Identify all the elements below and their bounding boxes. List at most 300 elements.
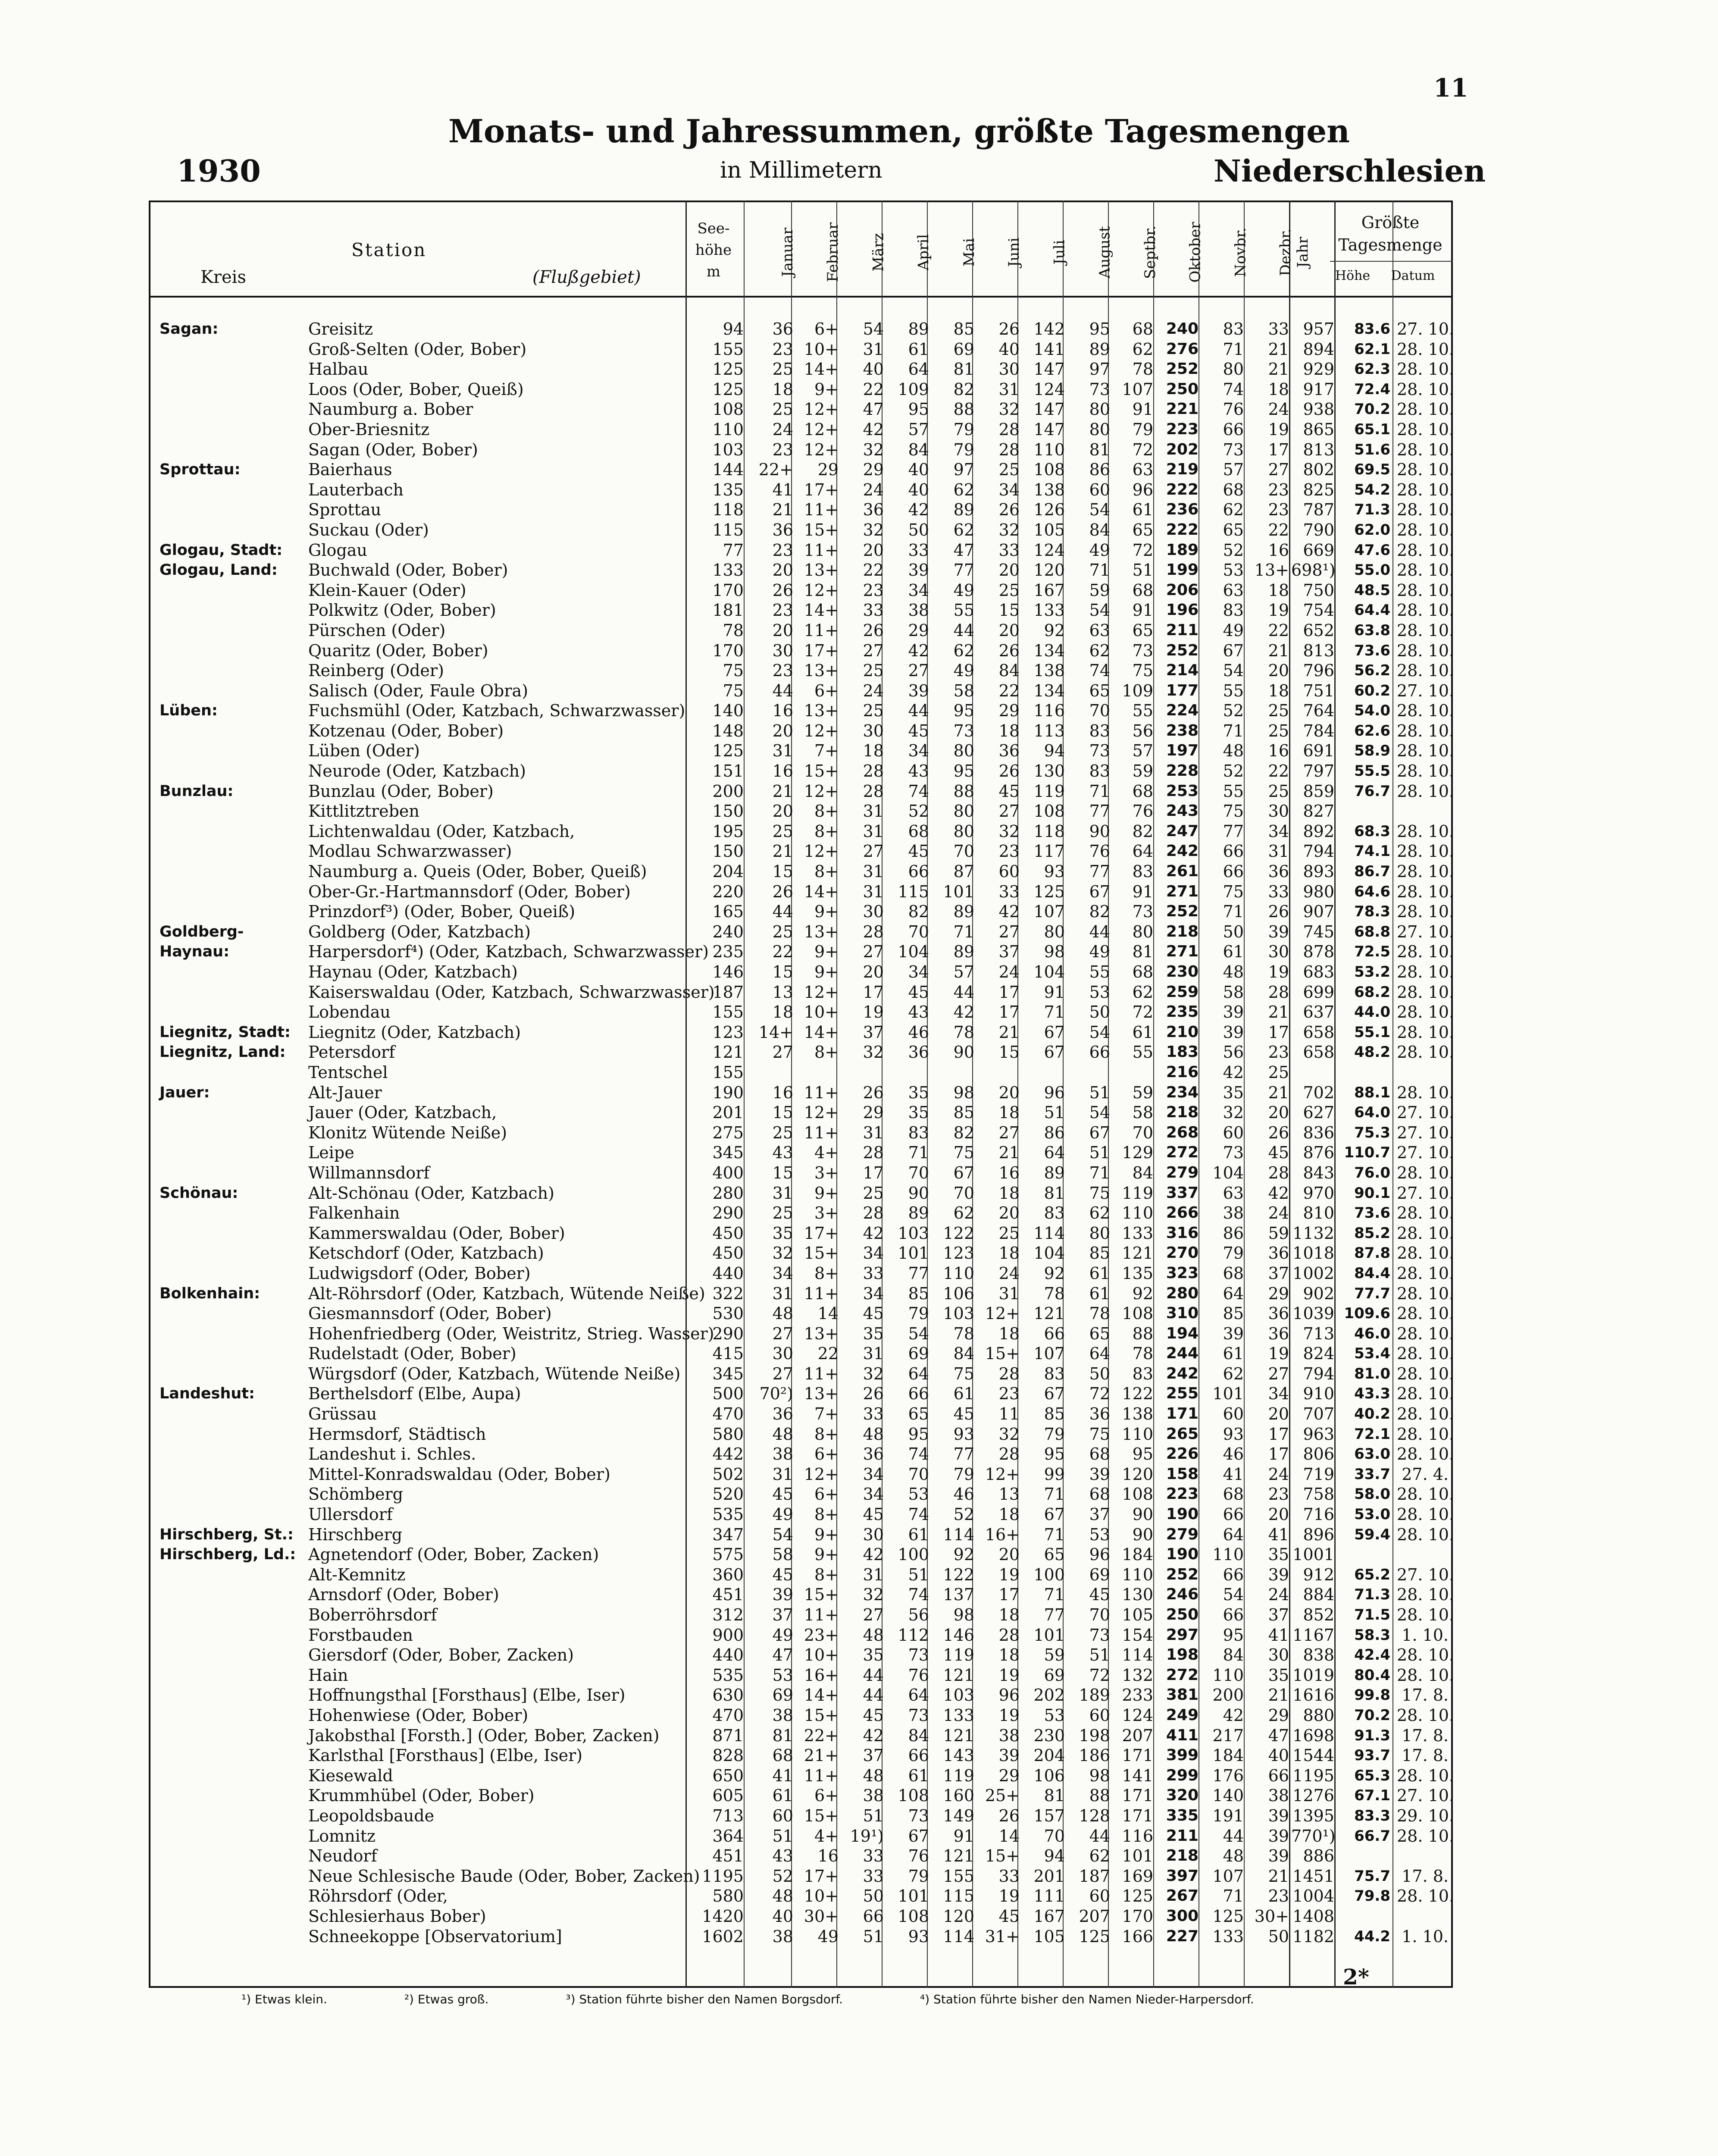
month-cell: 9+ (814, 379, 839, 399)
month-cell: 242 (1166, 1364, 1199, 1382)
month-cell: 34 (863, 1464, 884, 1484)
month-cell: 73 (1089, 379, 1110, 399)
month-cell: 85 (1044, 1404, 1065, 1424)
month-cell: 158 (1166, 1465, 1199, 1483)
month-cell: 39 (1268, 1826, 1289, 1846)
max-datum-cell: 17. 8. (1402, 1866, 1449, 1886)
month-cell: 59 (1132, 761, 1153, 781)
jahr-cell: 1544 (1292, 1746, 1334, 1765)
month-cell: 53 (1089, 982, 1110, 1002)
month-cell: 246 (1166, 1586, 1199, 1604)
max-datum-cell: 1. 10. (1402, 1625, 1449, 1645)
month-cell: 74 (908, 1505, 929, 1524)
month-cell: 54 (772, 1525, 793, 1544)
month-cell: 259 (1166, 983, 1199, 1001)
month-cell: 45 (863, 1304, 884, 1323)
month-cell: 68 (1132, 320, 1153, 338)
month-cell: 101 (1122, 1846, 1153, 1866)
max-datum-cell: 27. 10. (1397, 1143, 1454, 1163)
month-cell: 29 (817, 460, 839, 479)
month-cell: 51 (1089, 1083, 1110, 1102)
station-cell: Neurode (Oder, Katzbach) (308, 761, 526, 781)
table-row (149, 1786, 1453, 1806)
month-cell: 11+ (804, 1123, 839, 1142)
max-datum-cell: 28. 10. (1397, 842, 1454, 861)
month-cell: 73 (1089, 1625, 1110, 1645)
month-cell: 84 (908, 1726, 929, 1745)
month-cell: 61 (908, 339, 929, 359)
kreis-cell: Hirschberg, Ld.: (160, 1546, 296, 1564)
month-cell: 121 (943, 1726, 974, 1745)
month-cell: 207 (1122, 1726, 1153, 1745)
table-row (149, 1042, 1453, 1062)
max-hoehe-cell: 67.1 (1354, 1787, 1390, 1805)
month-cell: 52 (908, 802, 929, 821)
month-cell: 22 (772, 942, 793, 962)
max-datum-cell: 28. 10. (1397, 1223, 1454, 1243)
month-cell: 50 (863, 1887, 884, 1906)
seehoehe-cell: 110 (712, 420, 744, 439)
station-cell: Jauer (Oder, Katzbach, (308, 1103, 497, 1122)
seehoehe-cell: 605 (712, 1786, 744, 1805)
station-cell: Kammerswaldau (Oder, Bober) (308, 1223, 565, 1243)
month-cell: 69 (1089, 1565, 1110, 1584)
month-cell: 78 (1089, 1304, 1110, 1323)
jahr-cell: 878 (1303, 942, 1334, 962)
month-cell: 24 (1268, 1585, 1289, 1604)
jahr-cell: 1195 (1292, 1766, 1334, 1785)
month-cell: 105 (1033, 1927, 1065, 1946)
month-cell: 90 (908, 1183, 929, 1203)
month-cell: 31 (772, 1464, 793, 1484)
station-cell: Kaiserswaldau (Oder, Katzbach, Schwarzwasser) (308, 982, 715, 1002)
month-cell: 37 (1089, 1505, 1110, 1524)
month-cell: 33 (863, 1866, 884, 1886)
month-cell: 31 (998, 379, 1020, 399)
month-cell: 27 (772, 1324, 793, 1343)
max-datum-cell: 28. 10. (1397, 1645, 1454, 1665)
jahr-cell: 1395 (1292, 1806, 1334, 1825)
month-cell: 78 (953, 1324, 974, 1343)
max-hoehe-cell: 59.4 (1354, 1526, 1390, 1543)
seehoehe-cell: 530 (712, 1304, 744, 1323)
header-flussgebiet: (Flußgebiet) (532, 267, 641, 287)
max-datum-cell: 28. 10. (1397, 962, 1454, 981)
month-cell: 33 (863, 1263, 884, 1283)
jahr-cell: 745 (1303, 922, 1334, 941)
month-cell: 34 (863, 1284, 884, 1303)
table-row (149, 1183, 1453, 1203)
month-cell: 93 (908, 1927, 929, 1946)
month-cell: 73 (1223, 1143, 1244, 1163)
month-cell: 34 (908, 741, 929, 761)
header-month: Oktober (1186, 222, 1204, 283)
month-cell: 26 (1268, 902, 1289, 921)
month-cell: 15 (998, 601, 1020, 620)
station-cell: Kiesewald (308, 1766, 393, 1785)
month-cell: 52 (1223, 540, 1244, 560)
month-cell: 137 (943, 1585, 974, 1604)
seehoehe-cell: 470 (712, 1705, 744, 1725)
month-cell: 16 (998, 1163, 1020, 1182)
seehoehe-cell: 155 (712, 339, 744, 359)
max-datum-cell: 28. 10. (1397, 721, 1454, 740)
month-cell: 176 (1212, 1766, 1244, 1785)
month-cell: 43 (772, 1846, 793, 1866)
month-cell: 45 (953, 1404, 974, 1424)
month-cell: 82 (953, 379, 974, 399)
month-cell: 105 (1122, 1605, 1153, 1624)
header-kreis: Kreis (200, 267, 246, 287)
month-cell: 54 (1089, 1103, 1110, 1122)
month-cell: 74 (908, 781, 929, 801)
month-cell: 39 (1268, 1806, 1289, 1825)
month-cell: 47 (1268, 1726, 1289, 1745)
jahr-cell: 1001 (1292, 1545, 1334, 1564)
table-row (149, 1866, 1453, 1887)
table-row (149, 1906, 1453, 1927)
max-hoehe-cell: 71.3 (1354, 501, 1390, 519)
month-cell: 75 (953, 1143, 974, 1163)
month-cell: 70 (953, 1183, 974, 1203)
month-cell: 20 (1268, 1505, 1289, 1524)
month-cell: 80 (953, 802, 974, 821)
month-cell: 18 (1268, 580, 1289, 600)
month-cell: 65 (1089, 681, 1110, 700)
month-cell: 65 (1044, 1545, 1065, 1564)
max-hoehe-cell: 48.5 (1354, 581, 1390, 599)
month-cell: 233 (1122, 1686, 1153, 1705)
max-hoehe-cell: 91.3 (1354, 1727, 1390, 1744)
month-cell: 73 (1132, 902, 1153, 921)
seehoehe-cell: 450 (712, 1244, 744, 1263)
station-cell: Harpersdorf⁴) (Oder, Katzbach, Schwarzwasser) (308, 942, 709, 962)
month-cell: 50 (1223, 922, 1244, 941)
month-cell: 23 (772, 540, 793, 560)
month-cell: 79 (1132, 420, 1153, 439)
month-cell: 279 (1166, 1525, 1199, 1543)
station-cell: Hohenfriedberg (Oder, Weistritz, Strieg. Wasser) (308, 1324, 714, 1343)
month-cell: 29 (998, 701, 1020, 721)
month-cell: 42 (1223, 1705, 1244, 1725)
jahr-cell: 843 (1303, 1163, 1334, 1182)
month-cell: 25 (772, 922, 793, 941)
month-cell: 40 (1268, 1746, 1289, 1765)
month-cell: 167 (1033, 580, 1065, 600)
month-cell: 116 (1122, 1826, 1153, 1846)
month-cell: 68 (1223, 1263, 1244, 1283)
month-cell: 53 (1089, 1525, 1110, 1544)
month-cell: 23 (772, 601, 793, 620)
month-cell: 13+ (804, 701, 839, 721)
station-cell: Hohenwiese (Oder, Bober) (308, 1705, 529, 1725)
month-cell: 31 (772, 1284, 793, 1303)
max-hoehe-cell: 56.2 (1354, 662, 1390, 680)
month-cell: 106 (1033, 1766, 1065, 1785)
seehoehe-cell: 580 (712, 1887, 744, 1906)
month-cell: 11+ (804, 620, 839, 640)
month-cell: 16 (772, 701, 793, 721)
table-row (149, 1464, 1453, 1485)
month-cell: 81 (1132, 942, 1153, 962)
station-cell: Prinzdorf³) (Oder, Bober, Queiß) (308, 902, 576, 921)
month-cell: 26 (772, 882, 793, 901)
max-hoehe-cell: 64.0 (1354, 1104, 1390, 1122)
month-cell: 32 (863, 520, 884, 539)
month-cell: 41 (772, 480, 793, 499)
month-cell: 70 (908, 1163, 929, 1182)
month-cell: 191 (1212, 1806, 1244, 1825)
month-cell: 27 (998, 922, 1020, 941)
table-row (149, 480, 1453, 500)
month-cell: 35 (1223, 1083, 1244, 1102)
month-cell: 71 (908, 1143, 929, 1163)
month-cell: 52 (953, 1505, 974, 1524)
month-cell: 39 (1223, 1022, 1244, 1042)
month-cell: 79 (908, 1304, 929, 1323)
station-cell: Bunzlau (Oder, Bober) (308, 781, 494, 801)
month-cell: 108 (1033, 460, 1065, 479)
month-cell: 62 (1223, 500, 1244, 520)
month-cell: 93 (1044, 862, 1065, 881)
month-cell: 242 (1166, 842, 1199, 860)
station-cell: Halbau (308, 360, 369, 379)
month-cell: 28 (998, 1445, 1020, 1464)
table-row (149, 1525, 1453, 1545)
month-cell: 35 (1268, 1665, 1289, 1685)
month-cell: 19 (1268, 962, 1289, 981)
max-datum-cell: 28. 10. (1397, 1284, 1454, 1303)
jahr-cell: 896 (1303, 1525, 1334, 1544)
month-cell: 17+ (804, 480, 839, 499)
month-cell: 3+ (814, 1163, 839, 1182)
month-cell: 279 (1166, 1163, 1199, 1181)
month-cell: 44 (772, 902, 793, 921)
table-row (149, 1645, 1453, 1665)
seehoehe-cell: 290 (712, 1203, 744, 1223)
max-datum-cell: 28. 10. (1397, 1605, 1454, 1624)
month-cell: 20 (998, 561, 1020, 580)
month-cell: 71 (953, 922, 974, 941)
month-cell: 125 (1033, 882, 1065, 901)
month-cell: 6+ (814, 681, 839, 700)
month-cell: 15+ (804, 1806, 839, 1825)
month-cell: 74 (908, 1445, 929, 1464)
max-hoehe-cell: 109.6 (1344, 1305, 1390, 1322)
max-hoehe-cell: 86.7 (1354, 863, 1390, 881)
max-datum-cell: 28. 10. (1397, 982, 1454, 1002)
month-cell: 119 (1122, 1183, 1153, 1203)
header-station: Station (351, 239, 427, 260)
table-row (149, 701, 1453, 721)
month-cell: 14+ (804, 601, 839, 620)
month-cell: 138 (1033, 480, 1065, 499)
month-cell: 123 (943, 1244, 974, 1263)
month-cell: 61 (1223, 942, 1244, 962)
jahr-cell: 859 (1303, 781, 1334, 801)
table-row (149, 580, 1453, 601)
table-row (149, 1263, 1453, 1284)
month-cell: 88 (1089, 1786, 1110, 1805)
jahr-cell: 683 (1303, 962, 1334, 981)
month-cell: 48 (772, 1887, 793, 1906)
jahr-cell: 751 (1303, 681, 1334, 700)
kreis-cell: Glogau, Stadt: (160, 541, 283, 559)
month-cell: 13+ (804, 922, 839, 941)
max-datum-cell: 28. 10. (1397, 902, 1454, 921)
month-cell: 34 (908, 962, 929, 981)
max-datum-cell: 28. 10. (1397, 460, 1454, 479)
month-cell: 28 (998, 1625, 1020, 1645)
month-cell: 166 (1122, 1927, 1153, 1946)
month-cell: 71 (1223, 339, 1244, 359)
jahr-cell: 876 (1303, 1143, 1334, 1163)
jahr-cell: 865 (1303, 420, 1334, 439)
month-cell: 26 (998, 320, 1020, 338)
month-cell: 17 (863, 982, 884, 1002)
month-cell: 31 (863, 862, 884, 881)
month-cell: 169 (1122, 1866, 1153, 1886)
station-cell: Ullersdorf (308, 1505, 393, 1524)
month-cell: 40 (908, 460, 929, 479)
station-cell: Lomnitz (308, 1826, 376, 1846)
header-month: Mai (960, 238, 978, 266)
month-cell: 116 (1033, 701, 1065, 721)
month-cell: 12+ (804, 440, 839, 459)
month-cell: 186 (1079, 1746, 1110, 1765)
jahr-cell: 1002 (1292, 1263, 1334, 1283)
table-row (149, 1665, 1453, 1686)
month-cell: 171 (1122, 1806, 1153, 1825)
table-row (149, 1565, 1453, 1585)
month-cell: 30 (772, 1344, 793, 1363)
max-hoehe-cell: 54.0 (1354, 702, 1390, 720)
table-row (149, 440, 1453, 460)
month-cell: 14+ (804, 882, 839, 901)
jahr-cell: 713 (1303, 1324, 1334, 1343)
jahr-cell: 797 (1303, 761, 1334, 781)
station-cell: Mittel-Konradswaldau (Oder, Bober) (308, 1464, 610, 1484)
month-cell: 9+ (814, 1183, 839, 1203)
month-cell: 316 (1166, 1224, 1199, 1242)
month-cell: 22+ (758, 460, 793, 479)
month-cell: 94 (1044, 741, 1065, 761)
header-datum: Datum (1391, 268, 1435, 283)
jahr-cell: 787 (1303, 500, 1334, 520)
month-cell: 28 (998, 420, 1020, 439)
month-cell: 34 (863, 1244, 884, 1263)
month-cell: 120 (1122, 1464, 1153, 1484)
month-cell: 109 (1122, 681, 1153, 700)
month-cell: 26 (863, 620, 884, 640)
kreis-cell: Jauer: (160, 1084, 210, 1101)
month-cell: 23 (863, 580, 884, 600)
month-cell: 71 (1044, 1003, 1065, 1022)
month-cell: 80 (1223, 360, 1244, 379)
month-cell: 15+ (804, 1585, 839, 1604)
month-cell: 44 (953, 620, 974, 640)
max-datum-cell: 27. 10. (1397, 681, 1454, 700)
max-datum-cell: 28. 10. (1397, 641, 1454, 660)
month-cell: 300 (1166, 1907, 1199, 1925)
month-cell: 53 (908, 1485, 929, 1504)
footnote: ⁴) Station führte bisher den Namen Nieder-Harpersdorf. (920, 1992, 1254, 2006)
month-cell: 20 (863, 540, 884, 560)
month-cell: 52 (1223, 761, 1244, 781)
month-cell: 75 (1089, 1424, 1110, 1444)
month-cell: 60 (1089, 480, 1110, 499)
jahr-cell: 790 (1303, 520, 1334, 539)
seehoehe-cell: 520 (712, 1485, 744, 1504)
month-cell: 20 (998, 1083, 1020, 1102)
station-cell: Haynau (Oder, Katzbach) (308, 962, 518, 981)
month-cell: 98 (953, 1083, 974, 1102)
seehoehe-cell: 165 (712, 902, 744, 921)
table-row (149, 1002, 1453, 1022)
header-month: April (915, 234, 933, 271)
jahr-cell: 1616 (1292, 1686, 1334, 1705)
month-cell: 250 (1166, 1606, 1199, 1623)
month-cell: 27 (863, 942, 884, 962)
max-datum-cell: 29. 10. (1397, 1806, 1454, 1825)
month-cell: 42 (863, 1545, 884, 1564)
month-cell: 70 (1044, 1826, 1065, 1846)
month-cell: 13+ (804, 1384, 839, 1404)
month-cell: 85 (908, 1284, 929, 1303)
jahr-cell: 902 (1303, 1284, 1334, 1303)
month-cell: 23 (998, 1384, 1020, 1404)
month-cell: 74 (908, 1585, 929, 1604)
month-cell: 66 (1268, 1766, 1289, 1785)
month-cell: 61 (1132, 1022, 1153, 1042)
month-cell: 22 (863, 379, 884, 399)
month-cell: 64 (908, 360, 929, 379)
table-row (149, 520, 1453, 540)
month-cell: 110 (1033, 440, 1065, 459)
month-cell: 108 (1122, 1304, 1153, 1323)
table-row (149, 761, 1453, 781)
month-cell: 36 (863, 500, 884, 520)
jahr-cell: 1698 (1292, 1726, 1334, 1745)
month-cell: 187 (1079, 1866, 1110, 1886)
month-cell: 65 (1132, 620, 1153, 640)
table-row (149, 1083, 1453, 1103)
header-jahr: Jahr (1294, 236, 1312, 268)
month-cell: 67 (953, 1163, 974, 1182)
month-cell: 399 (1166, 1746, 1199, 1764)
month-cell: 17+ (804, 1223, 839, 1243)
jahr-cell: 980 (1303, 882, 1334, 901)
month-cell: 48 (1223, 741, 1244, 761)
month-cell: 13+ (1254, 561, 1289, 580)
month-cell: 32 (863, 1043, 884, 1062)
max-datum-cell: 28. 10. (1397, 1485, 1454, 1504)
station-cell: Lauterbach (308, 480, 404, 499)
table-row (149, 862, 1453, 882)
month-cell: 9+ (814, 962, 839, 981)
jahr-cell: 658 (1303, 1022, 1334, 1042)
month-cell: 18 (998, 1103, 1020, 1122)
month-cell: 115 (898, 882, 929, 901)
month-cell: 30 (863, 721, 884, 740)
month-cell: 81 (1089, 440, 1110, 459)
station-cell: Baierhaus (308, 460, 392, 479)
month-cell: 45 (998, 781, 1020, 801)
month-cell: 77 (1223, 821, 1244, 841)
month-cell: 23 (1268, 500, 1289, 520)
month-cell: 110 (1212, 1665, 1244, 1685)
month-cell: 92 (1044, 1263, 1065, 1283)
